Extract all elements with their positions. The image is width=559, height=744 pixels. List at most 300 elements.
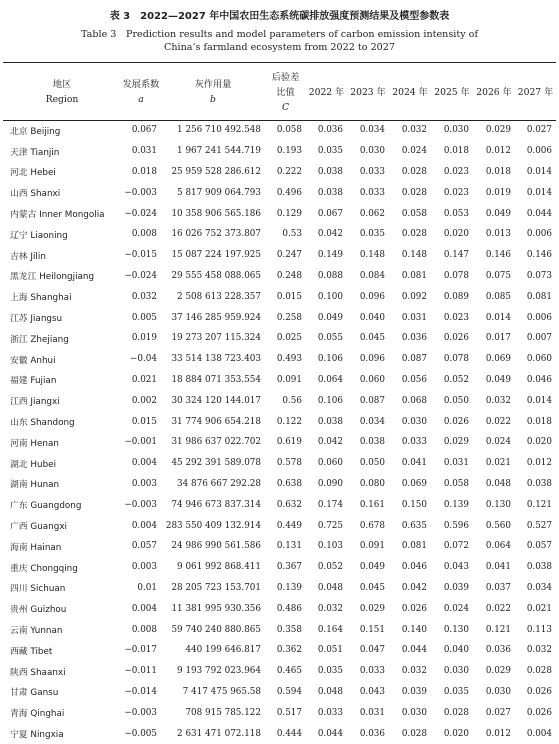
- intensity-cell-2027: 0.057: [526, 541, 552, 552]
- region-cell: 湖北 Hubei: [10, 459, 57, 470]
- intensity-cell-2022: 0.038: [317, 416, 343, 427]
- table-row: [3, 682, 556, 703]
- grey-action-cell: 33 514 138 723.403: [171, 354, 261, 365]
- table-row: [3, 557, 556, 578]
- intensity-cell-2026: 0.041: [485, 562, 511, 573]
- intensity-cell-2027: 0.006: [526, 312, 552, 323]
- intensity-cell-2026: 0.021: [485, 458, 511, 469]
- intensity-cell-2025: 0.026: [443, 416, 469, 427]
- header-year-2025: 2025 年: [434, 86, 470, 98]
- intensity-cell-2025: 0.039: [443, 582, 469, 593]
- intensity-cell-2024: 0.039: [401, 686, 427, 697]
- intensity-cell-2025: 0.078: [443, 270, 469, 281]
- development-coefficient-cell: −0.024: [124, 208, 157, 219]
- development-coefficient-cell: −0.003: [124, 707, 157, 718]
- intensity-cell-2024: 0.046: [401, 562, 427, 573]
- intensity-cell-2024: 0.042: [401, 582, 427, 593]
- region-cell: 广西 Guangxi: [10, 522, 67, 533]
- intensity-cell-2023: 0.084: [359, 270, 385, 281]
- data-table: [3, 64, 556, 744]
- intensity-cell-2026: 0.064: [485, 541, 511, 552]
- intensity-cell-2022: 0.052: [317, 562, 343, 573]
- intensity-cell-2024: 0.081: [401, 270, 427, 281]
- intensity-cell-2022: 0.100: [317, 291, 343, 302]
- header-region: [3, 64, 121, 120]
- posterior-ratio-cell: 0.015: [276, 291, 302, 302]
- grey-action-cell: 28 205 723 153.701: [171, 582, 261, 593]
- intensity-cell-2026: 0.069: [485, 354, 511, 365]
- intensity-cell-2025: 0.035: [443, 686, 469, 697]
- intensity-cell-2026: 0.032: [485, 395, 511, 406]
- table-row: [3, 661, 556, 682]
- intensity-cell-2026: 0.012: [485, 146, 511, 157]
- table-row: [3, 286, 556, 307]
- intensity-cell-2025: 0.023: [443, 166, 469, 177]
- intensity-cell-2027: 0.021: [526, 603, 552, 614]
- posterior-ratio-cell: 0.248: [276, 270, 302, 281]
- region-cell: 福建 Fujian: [10, 376, 57, 387]
- intensity-cell-2027: 0.060: [526, 354, 552, 365]
- posterior-ratio-cell: 0.129: [276, 208, 302, 219]
- intensity-cell-2023: 0.087: [359, 395, 385, 406]
- intensity-cell-2026: 0.030: [485, 686, 511, 697]
- development-coefficient-cell: −0.04: [130, 354, 157, 365]
- region-cell: 山西 Shanxi: [10, 189, 61, 200]
- header-c-symbol: C: [281, 101, 290, 113]
- intensity-cell-2022: 0.033: [317, 707, 343, 718]
- intensity-cell-2026: 0.019: [485, 187, 511, 198]
- development-coefficient-cell: 0.005: [131, 312, 157, 323]
- table-body: [3, 120, 556, 744]
- development-coefficient-cell: 0.008: [131, 229, 157, 240]
- intensity-cell-2022: 0.042: [317, 437, 343, 448]
- table-row: [3, 245, 556, 266]
- region-cell: 吉林 Jilin: [10, 251, 46, 262]
- table-title-en-line1: Table 3 Prediction results and model parameters of carbon emission intensity of: [81, 29, 478, 40]
- intensity-cell-2024: 0.026: [401, 603, 427, 614]
- intensity-cell-2027: 0.113: [526, 624, 552, 635]
- intensity-cell-2022: 0.103: [317, 541, 343, 552]
- table-row: [3, 474, 556, 495]
- posterior-ratio-cell: 0.578: [276, 458, 302, 469]
- intensity-cell-2027: 0.006: [526, 146, 552, 157]
- intensity-cell-2026: 0.075: [485, 270, 511, 281]
- intensity-cell-2023: 0.034: [359, 125, 385, 136]
- development-coefficient-cell: 0.015: [131, 416, 157, 427]
- intensity-cell-2024: 0.028: [401, 187, 427, 198]
- posterior-ratio-cell: 0.632: [276, 499, 302, 510]
- intensity-cell-2023: 0.040: [359, 312, 385, 323]
- intensity-cell-2024: 0.140: [401, 624, 427, 635]
- grey-action-cell: 440 199 646.817: [185, 645, 261, 656]
- intensity-cell-2026: 0.018: [485, 166, 511, 177]
- intensity-cell-2025: 0.147: [443, 250, 469, 261]
- intensity-cell-2024: 0.635: [401, 520, 427, 531]
- posterior-ratio-cell: 0.091: [276, 374, 302, 385]
- region-cell: 江苏 Jiangsu: [10, 314, 63, 325]
- intensity-cell-2026: 0.560: [485, 520, 511, 531]
- intensity-cell-2024: 0.068: [401, 395, 427, 406]
- header-year-2027: 2027 年: [517, 86, 554, 98]
- table-row: [3, 120, 556, 141]
- intensity-cell-2027: 0.026: [526, 707, 552, 718]
- intensity-cell-2022: 0.036: [317, 125, 343, 136]
- posterior-ratio-cell: 0.122: [276, 416, 302, 427]
- development-coefficient-cell: −0.014: [124, 686, 157, 697]
- posterior-ratio-cell: 0.56: [282, 395, 302, 406]
- development-coefficient-cell: 0.002: [131, 395, 157, 406]
- intensity-cell-2026: 0.130: [485, 499, 511, 510]
- intensity-cell-2023: 0.030: [359, 146, 385, 157]
- grey-action-cell: 10 358 906 565.186: [171, 208, 261, 219]
- intensity-cell-2026: 0.048: [485, 478, 511, 489]
- intensity-cell-2025: 0.072: [443, 541, 469, 552]
- intensity-cell-2022: 0.174: [317, 499, 343, 510]
- posterior-ratio-cell: 0.131: [276, 541, 302, 552]
- grey-action-cell: 15 087 224 197.925: [171, 250, 261, 261]
- table-row: [3, 328, 556, 349]
- intensity-cell-2027: 0.014: [526, 166, 552, 177]
- intensity-cell-2024: 0.032: [401, 666, 427, 677]
- region-cell: 西藏 Tibet: [10, 646, 53, 657]
- posterior-ratio-cell: 0.465: [276, 666, 302, 677]
- region-cell: 青海 Qinghai: [10, 709, 65, 720]
- intensity-cell-2023: 0.091: [359, 541, 385, 552]
- region-cell: 内蒙古 Inner Mongolia: [10, 210, 105, 221]
- intensity-cell-2027: 0.121: [526, 499, 552, 510]
- intensity-cell-2026: 0.029: [485, 125, 511, 136]
- intensity-cell-2024: 0.024: [401, 146, 427, 157]
- table-row: [3, 702, 556, 723]
- intensity-cell-2022: 0.044: [317, 728, 343, 739]
- intensity-cell-2023: 0.161: [359, 499, 385, 510]
- intensity-cell-2027: 0.014: [526, 187, 552, 198]
- table-row: [3, 307, 556, 328]
- region-cell: 安徽 Anhui: [10, 355, 56, 366]
- intensity-cell-2023: 0.060: [359, 374, 385, 385]
- intensity-cell-2026: 0.049: [485, 374, 511, 385]
- intensity-cell-2024: 0.033: [401, 437, 427, 448]
- grey-action-cell: 2 631 471 072.118: [177, 728, 261, 739]
- grey-action-cell: 9 061 992 868.411: [177, 562, 261, 573]
- posterior-ratio-cell: 0.486: [276, 603, 302, 614]
- intensity-cell-2022: 0.106: [317, 395, 343, 406]
- intensity-cell-2022: 0.049: [317, 312, 343, 323]
- header-region-zh: 地区: [52, 79, 72, 90]
- header-c-zh1: 后验差: [271, 71, 300, 83]
- table-row: [3, 182, 556, 203]
- grey-action-cell: 1 967 241 544.719: [177, 146, 261, 157]
- posterior-ratio-cell: 0.362: [276, 645, 302, 656]
- table-row: [3, 578, 556, 599]
- intensity-cell-2024: 0.056: [401, 374, 427, 385]
- table-row: [3, 141, 556, 162]
- posterior-ratio-cell: 0.619: [276, 437, 302, 448]
- intensity-cell-2024: 0.028: [401, 728, 427, 739]
- intensity-cell-2024: 0.030: [401, 416, 427, 427]
- posterior-ratio-cell: 0.594: [276, 686, 302, 697]
- region-cell: 贵州 Guizhou: [10, 605, 67, 616]
- intensity-cell-2022: 0.035: [317, 146, 343, 157]
- intensity-cell-2022: 0.060: [317, 458, 343, 469]
- intensity-cell-2027: 0.032: [526, 645, 552, 656]
- intensity-cell-2027: 0.046: [526, 374, 552, 385]
- intensity-cell-2026: 0.022: [485, 416, 511, 427]
- table-row: [3, 349, 556, 370]
- grey-action-cell: 5 817 909 064.793: [177, 187, 261, 198]
- intensity-cell-2026: 0.036: [485, 645, 511, 656]
- intensity-cell-2024: 0.028: [401, 229, 427, 240]
- table-row: [3, 619, 556, 640]
- intensity-cell-2025: 0.078: [443, 354, 469, 365]
- intensity-cell-2023: 0.050: [359, 458, 385, 469]
- intensity-cell-2027: 0.081: [526, 291, 552, 302]
- intensity-cell-2024: 0.081: [401, 541, 427, 552]
- region-cell: 重庆 Chongqing: [10, 563, 78, 574]
- region-cell: 广东 Guangdong: [10, 501, 82, 512]
- intensity-cell-2025: 0.020: [443, 229, 469, 240]
- posterior-ratio-cell: 0.025: [276, 333, 302, 344]
- intensity-cell-2022: 0.048: [317, 582, 343, 593]
- intensity-cell-2025: 0.024: [443, 603, 469, 614]
- development-coefficient-cell: 0.01: [137, 582, 157, 593]
- intensity-cell-2024: 0.031: [401, 312, 427, 323]
- intensity-cell-2024: 0.044: [401, 645, 427, 656]
- intensity-cell-2023: 0.047: [359, 645, 385, 656]
- intensity-cell-2023: 0.096: [359, 354, 385, 365]
- intensity-cell-2022: 0.164: [317, 624, 343, 635]
- intensity-cell-2023: 0.033: [359, 166, 385, 177]
- grey-action-cell: 31 986 637 022.702: [171, 437, 261, 448]
- header-a-zh: 发展系数: [122, 79, 160, 90]
- intensity-cell-2026: 0.013: [485, 229, 511, 240]
- grey-action-cell: 24 986 990 561.586: [171, 541, 261, 552]
- intensity-cell-2024: 0.058: [401, 208, 427, 219]
- development-coefficient-cell: 0.021: [131, 374, 157, 385]
- posterior-ratio-cell: 0.367: [276, 562, 302, 573]
- region-cell: 海南 Hainan: [10, 542, 62, 553]
- header-b-symbol: b: [210, 94, 216, 105]
- intensity-cell-2025: 0.031: [443, 458, 469, 469]
- intensity-cell-2022: 0.090: [317, 478, 343, 489]
- header-year-2024: 2024 年: [392, 86, 428, 98]
- intensity-cell-2025: 0.023: [443, 187, 469, 198]
- grey-action-cell: 283 550 409 132.914: [165, 520, 261, 531]
- intensity-cell-2025: 0.040: [443, 645, 469, 656]
- intensity-cell-2027: 0.026: [526, 686, 552, 697]
- header-b-zh: 灰作用量: [194, 79, 232, 90]
- intensity-cell-2027: 0.027: [526, 125, 552, 136]
- development-coefficient-cell: 0.032: [131, 291, 157, 302]
- intensity-cell-2027: 0.007: [526, 333, 552, 344]
- development-coefficient-cell: 0.031: [131, 146, 157, 157]
- development-coefficient-cell: −0.015: [124, 250, 157, 261]
- grey-action-cell: 2 508 613 228.357: [177, 291, 261, 302]
- intensity-cell-2023: 0.045: [359, 333, 385, 344]
- region-cell: 黑龙江 Heilongjiang: [10, 272, 95, 283]
- intensity-cell-2025: 0.023: [443, 312, 469, 323]
- intensity-cell-2027: 0.006: [526, 229, 552, 240]
- intensity-cell-2026: 0.024: [485, 437, 511, 448]
- header-row: [3, 64, 556, 120]
- intensity-cell-2024: 0.028: [401, 166, 427, 177]
- grey-action-cell: 7 417 475 965.58: [182, 686, 261, 697]
- development-coefficient-cell: 0.003: [131, 478, 157, 489]
- intensity-cell-2027: 0.018: [526, 416, 552, 427]
- intensity-cell-2024: 0.036: [401, 333, 427, 344]
- grey-action-cell: 708 915 785.122: [185, 707, 261, 718]
- table-row: [3, 640, 556, 661]
- intensity-cell-2027: 0.020: [526, 437, 552, 448]
- header-a-symbol: a: [138, 94, 144, 105]
- region-cell: 浙江 Zhejiang: [10, 334, 69, 345]
- intensity-cell-2025: 0.058: [443, 478, 469, 489]
- development-coefficient-cell: 0.004: [131, 520, 157, 531]
- table-row: [3, 162, 556, 183]
- header-region-en: Region: [45, 94, 79, 105]
- grey-action-cell: 30 324 120 144.017: [171, 395, 261, 406]
- intensity-cell-2023: 0.080: [359, 478, 385, 489]
- grey-action-cell: 45 292 391 589.078: [171, 458, 261, 469]
- region-cell: 甘肃 Gansu: [10, 688, 59, 699]
- header-b: [161, 64, 265, 120]
- table-row: [3, 536, 556, 557]
- table-row: [3, 494, 556, 515]
- region-cell: 宁夏 Ningxia: [10, 730, 64, 740]
- table-row: [3, 432, 556, 453]
- region-cell: 陕西 Shaanxi: [10, 667, 66, 678]
- table-row: [3, 203, 556, 224]
- grey-action-cell: 34 876 667 292.28: [177, 478, 261, 489]
- region-cell: 辽宁 Liaoning: [10, 230, 68, 241]
- intensity-cell-2024: 0.150: [401, 499, 427, 510]
- intensity-cell-2023: 0.034: [359, 416, 385, 427]
- table-title-zh: 表 3 2022—2027 年中国农田生态系统碳排放强度预测结果及模型参数表: [109, 11, 450, 22]
- intensity-cell-2026: 0.022: [485, 603, 511, 614]
- intensity-cell-2025: 0.028: [443, 707, 469, 718]
- posterior-ratio-cell: 0.193: [276, 146, 302, 157]
- posterior-ratio-cell: 0.638: [276, 478, 302, 489]
- development-coefficient-cell: −0.005: [124, 728, 157, 739]
- intensity-cell-2025: 0.089: [443, 291, 469, 302]
- intensity-cell-2022: 0.048: [317, 686, 343, 697]
- intensity-cell-2026: 0.014: [485, 312, 511, 323]
- development-coefficient-cell: −0.003: [124, 499, 157, 510]
- intensity-cell-2024: 0.032: [401, 125, 427, 136]
- grey-action-cell: 16 026 752 373.807: [171, 229, 261, 240]
- region-cell: 天津 Tianjin: [10, 147, 60, 158]
- intensity-cell-2027: 0.034: [526, 582, 552, 593]
- intensity-cell-2026: 0.085: [485, 291, 511, 302]
- intensity-cell-2023: 0.029: [359, 603, 385, 614]
- grey-action-cell: 59 740 240 880.865: [171, 624, 261, 635]
- development-coefficient-cell: −0.011: [124, 666, 157, 677]
- development-coefficient-cell: 0.004: [131, 603, 157, 614]
- header-c-zh2: 比值: [276, 86, 295, 98]
- table-row: [3, 411, 556, 432]
- intensity-cell-2027: 0.038: [526, 478, 552, 489]
- posterior-ratio-cell: 0.222: [276, 166, 302, 177]
- table-row: [3, 266, 556, 287]
- intensity-cell-2026: 0.017: [485, 333, 511, 344]
- development-coefficient-cell: −0.024: [124, 270, 157, 281]
- region-cell: 江西 Jiangxi: [10, 397, 60, 408]
- table-row: [3, 598, 556, 619]
- intensity-cell-2025: 0.053: [443, 208, 469, 219]
- grey-action-cell: 1 256 710 492.548: [177, 125, 261, 136]
- table-row: [3, 390, 556, 411]
- grey-action-cell: 29 555 458 088.065: [171, 270, 261, 281]
- intensity-cell-2024: 0.041: [401, 458, 427, 469]
- region-cell: 山东 Shandong: [10, 418, 75, 429]
- header-year-2026: 2026 年: [476, 86, 512, 98]
- header-a: [121, 64, 161, 120]
- intensity-cell-2022: 0.088: [317, 270, 343, 281]
- development-coefficient-cell: 0.057: [131, 541, 157, 552]
- intensity-cell-2027: 0.028: [526, 666, 552, 677]
- intensity-cell-2022: 0.051: [317, 645, 343, 656]
- intensity-cell-2024: 0.069: [401, 478, 427, 489]
- intensity-cell-2025: 0.020: [443, 728, 469, 739]
- header-c: [265, 64, 306, 120]
- header-year-2023: 2023 年: [350, 86, 386, 98]
- development-coefficient-cell: 0.018: [131, 166, 157, 177]
- table-row: [3, 453, 556, 474]
- posterior-ratio-cell: 0.496: [276, 187, 302, 198]
- intensity-cell-2024: 0.087: [401, 354, 427, 365]
- intensity-cell-2027: 0.038: [526, 562, 552, 573]
- table-row: [3, 370, 556, 391]
- development-coefficient-cell: 0.067: [131, 125, 157, 136]
- intensity-cell-2022: 0.042: [317, 229, 343, 240]
- grey-action-cell: 19 273 207 115.324: [171, 333, 261, 344]
- intensity-cell-2023: 0.043: [359, 686, 385, 697]
- posterior-ratio-cell: 0.258: [276, 312, 302, 323]
- intensity-cell-2023: 0.096: [359, 291, 385, 302]
- intensity-cell-2023: 0.033: [359, 187, 385, 198]
- region-cell: 云南 Yunnan: [10, 626, 63, 637]
- header-year-2022: 2022 年: [308, 86, 345, 98]
- posterior-ratio-cell: 0.53: [282, 229, 302, 240]
- intensity-cell-2022: 0.067: [317, 208, 343, 219]
- posterior-ratio-cell: 0.444: [276, 728, 302, 739]
- intensity-cell-2024: 0.092: [401, 291, 427, 302]
- intensity-cell-2025: 0.052: [443, 374, 469, 385]
- region-cell: 四川 Sichuan: [10, 584, 66, 595]
- intensity-cell-2025: 0.029: [443, 437, 469, 448]
- region-cell: 河北 Hebei: [10, 168, 56, 179]
- intensity-cell-2022: 0.725: [317, 520, 343, 531]
- intensity-cell-2022: 0.149: [317, 250, 343, 261]
- posterior-ratio-cell: 0.139: [276, 582, 302, 593]
- table-row: [3, 224, 556, 245]
- intensity-cell-2027: 0.146: [526, 250, 552, 261]
- intensity-cell-2026: 0.146: [485, 250, 511, 261]
- table-title-en-line2: China’s farmland ecosystem from 2022 to 2027: [163, 42, 395, 53]
- intensity-cell-2022: 0.106: [317, 354, 343, 365]
- posterior-ratio-cell: 0.449: [276, 520, 302, 531]
- grey-action-cell: 25 959 528 286.612: [171, 166, 261, 177]
- intensity-cell-2027: 0.012: [526, 458, 552, 469]
- posterior-ratio-cell: 0.358: [276, 624, 302, 635]
- intensity-cell-2023: 0.049: [359, 562, 385, 573]
- posterior-ratio-cell: 0.517: [276, 707, 302, 718]
- table-row: [3, 515, 556, 536]
- intensity-cell-2022: 0.038: [317, 187, 343, 198]
- intensity-cell-2022: 0.032: [317, 603, 343, 614]
- grey-action-cell: 9 193 792 023.964: [177, 666, 261, 677]
- intensity-cell-2024: 0.148: [401, 250, 427, 261]
